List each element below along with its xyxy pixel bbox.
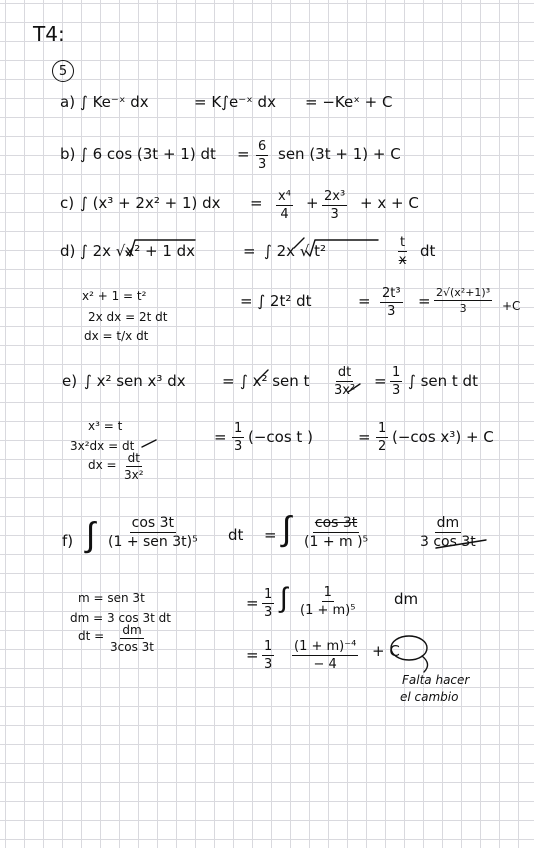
page-title: T4: <box>33 22 65 46</box>
d-sub1: x² + 1 = t² <box>82 289 147 303</box>
d-final-num: 2√(x²+1)³ <box>436 286 491 299</box>
f-step3-eq: = <box>246 646 259 664</box>
f-step2-num: 1 <box>323 585 332 600</box>
d-rhs: ∫ 2x √ t² <box>264 242 326 260</box>
f-rhs-num: cos 3t <box>314 515 358 531</box>
d-res-den: 3 <box>387 304 396 319</box>
c-equals: = <box>250 194 263 212</box>
f-step3-den: − 4 <box>313 657 337 672</box>
f-dt: dt <box>228 526 244 544</box>
d-step2: = ∫ 2t² dt <box>240 292 312 310</box>
e-strike-dt <box>142 440 156 447</box>
f-step3-coef-den: 3 <box>264 657 273 672</box>
e-step3-num: 1 <box>378 421 387 436</box>
e-rhs2: ∫ sen t dt <box>408 372 478 390</box>
f-step3-coef-num: 1 <box>264 639 273 654</box>
f-dm-num: dm <box>436 515 460 531</box>
f-step3-c: + C <box>372 642 400 660</box>
e-step2-num: 1 <box>234 421 243 436</box>
b-coef-den: 3 <box>258 157 267 172</box>
c-term1-den: 4 <box>280 207 289 222</box>
f-note-line-1: Falta hacer <box>402 673 470 687</box>
f-lhs-den: (1 + sen 3t)⁵ <box>108 534 198 550</box>
b-rhs: sen (3t + 1) + C <box>278 145 401 163</box>
f-step3-num: (1 + m)⁻⁴ <box>294 639 357 654</box>
d-strike-x <box>294 238 304 248</box>
e-c-den: 3 <box>392 383 401 398</box>
d-eq2: = <box>358 292 371 310</box>
e-step3-den: 2 <box>378 439 387 454</box>
f-integral-sign-2: ∫ <box>282 509 292 549</box>
label-d: d) <box>60 242 76 260</box>
d-radical-rhs-stroke <box>306 240 378 256</box>
label-b: b) <box>60 145 76 163</box>
f-integral-sign-3: ∫ <box>280 581 288 614</box>
f-strike-dm-den <box>436 540 486 548</box>
label-e: e) <box>62 372 78 390</box>
e-step3-eq: = <box>358 428 371 446</box>
d-eq3: = <box>418 292 431 310</box>
e-eq2: = <box>374 372 387 390</box>
f-sub3: dt = <box>78 629 105 643</box>
a-rhs: = −Keˣ + C <box>305 93 393 111</box>
c-rest: + x + C <box>360 194 419 212</box>
e-frac-num: dt <box>337 365 352 380</box>
c-term2-den: 3 <box>330 207 339 222</box>
f-integral-sign: ∫ <box>86 515 96 555</box>
f-rhs-den: (1 + m )⁵ <box>304 534 369 550</box>
e-strike-den <box>348 384 360 392</box>
e-step2-eq: = <box>214 428 227 446</box>
c-plus: + <box>306 194 319 212</box>
e-step3-body: (−cos x³) + C <box>392 428 494 446</box>
d-dt: dt <box>420 242 436 260</box>
d-radical-lhs-stroke <box>126 240 195 256</box>
e-lhs: ∫ x² sen x³ dx <box>84 372 186 390</box>
label-a: a) <box>60 93 76 111</box>
b-coef-num: 6 <box>258 139 267 154</box>
f-lhs-num: cos 3t <box>131 515 175 531</box>
c-lhs: ∫ (x³ + 2x² + 1) dx <box>80 194 221 212</box>
label-c: c) <box>60 194 75 212</box>
f-step2-coef-num: 1 <box>264 587 273 602</box>
e-sub1: x³ = t <box>88 419 123 433</box>
f-step2-den: (1 + m)⁵ <box>300 603 356 618</box>
e-c-num: 1 <box>392 365 401 380</box>
a-lhs: ∫ Ke⁻ˣ dx <box>80 93 149 111</box>
e-sub3: dx = <box>88 458 117 472</box>
d-sub3: dx = t/x dt <box>84 329 149 343</box>
f-dm-den: 3 cos 3t <box>420 534 476 550</box>
f-sub2: dm = 3 cos 3t dt <box>70 611 171 625</box>
d-frac-num: t <box>400 235 406 250</box>
e-strike-x2 <box>256 370 268 382</box>
d-sub2: 2x dx = 2t dt <box>88 310 168 324</box>
e-step2-body: (−cos t ) <box>248 428 313 446</box>
d-final-den: 3 <box>459 302 467 315</box>
e-sub3-den: 3x² <box>124 468 144 482</box>
f-step2-eq: = <box>246 594 259 612</box>
f-sub3-num: dm <box>122 623 142 637</box>
e-sub2: 3x²dx = dt <box>70 439 135 453</box>
a-mid: = K∫e⁻ˣ dx <box>194 93 276 111</box>
b-equals: = <box>237 145 250 163</box>
d-frac-den: x <box>398 253 407 268</box>
f-equals: = <box>264 526 277 544</box>
e-sub3-num: dt <box>127 451 140 465</box>
f-arrow-stroke <box>422 656 428 672</box>
e-frac-den: 3x² <box>334 383 356 398</box>
d-equals: = <box>243 242 256 260</box>
c-term2-num: 2x³ <box>324 189 346 204</box>
f-note-line-2: el cambio <box>400 690 459 704</box>
b-lhs: ∫ 6 cos (3t + 1) dt <box>80 145 216 163</box>
exercise-number-badge: 5 <box>52 60 74 82</box>
f-sub3-den: 3cos 3t <box>110 640 154 654</box>
f-step2-coef-den: 3 <box>264 605 273 620</box>
e-equals: = <box>222 372 235 390</box>
label-f: f) <box>62 532 74 550</box>
d-final-c: +C <box>502 299 521 313</box>
e-rhs: ∫ x² sen t <box>240 372 310 390</box>
e-step2-den: 3 <box>234 439 243 454</box>
f-sub1: m = sen 3t <box>78 591 145 605</box>
c-term1-num: x⁴ <box>278 189 291 204</box>
d-lhs: ∫ 2x √x² + 1 dx <box>80 242 196 260</box>
f-step2-dm: dm <box>394 590 419 608</box>
d-res-num: 2t³ <box>382 286 401 301</box>
